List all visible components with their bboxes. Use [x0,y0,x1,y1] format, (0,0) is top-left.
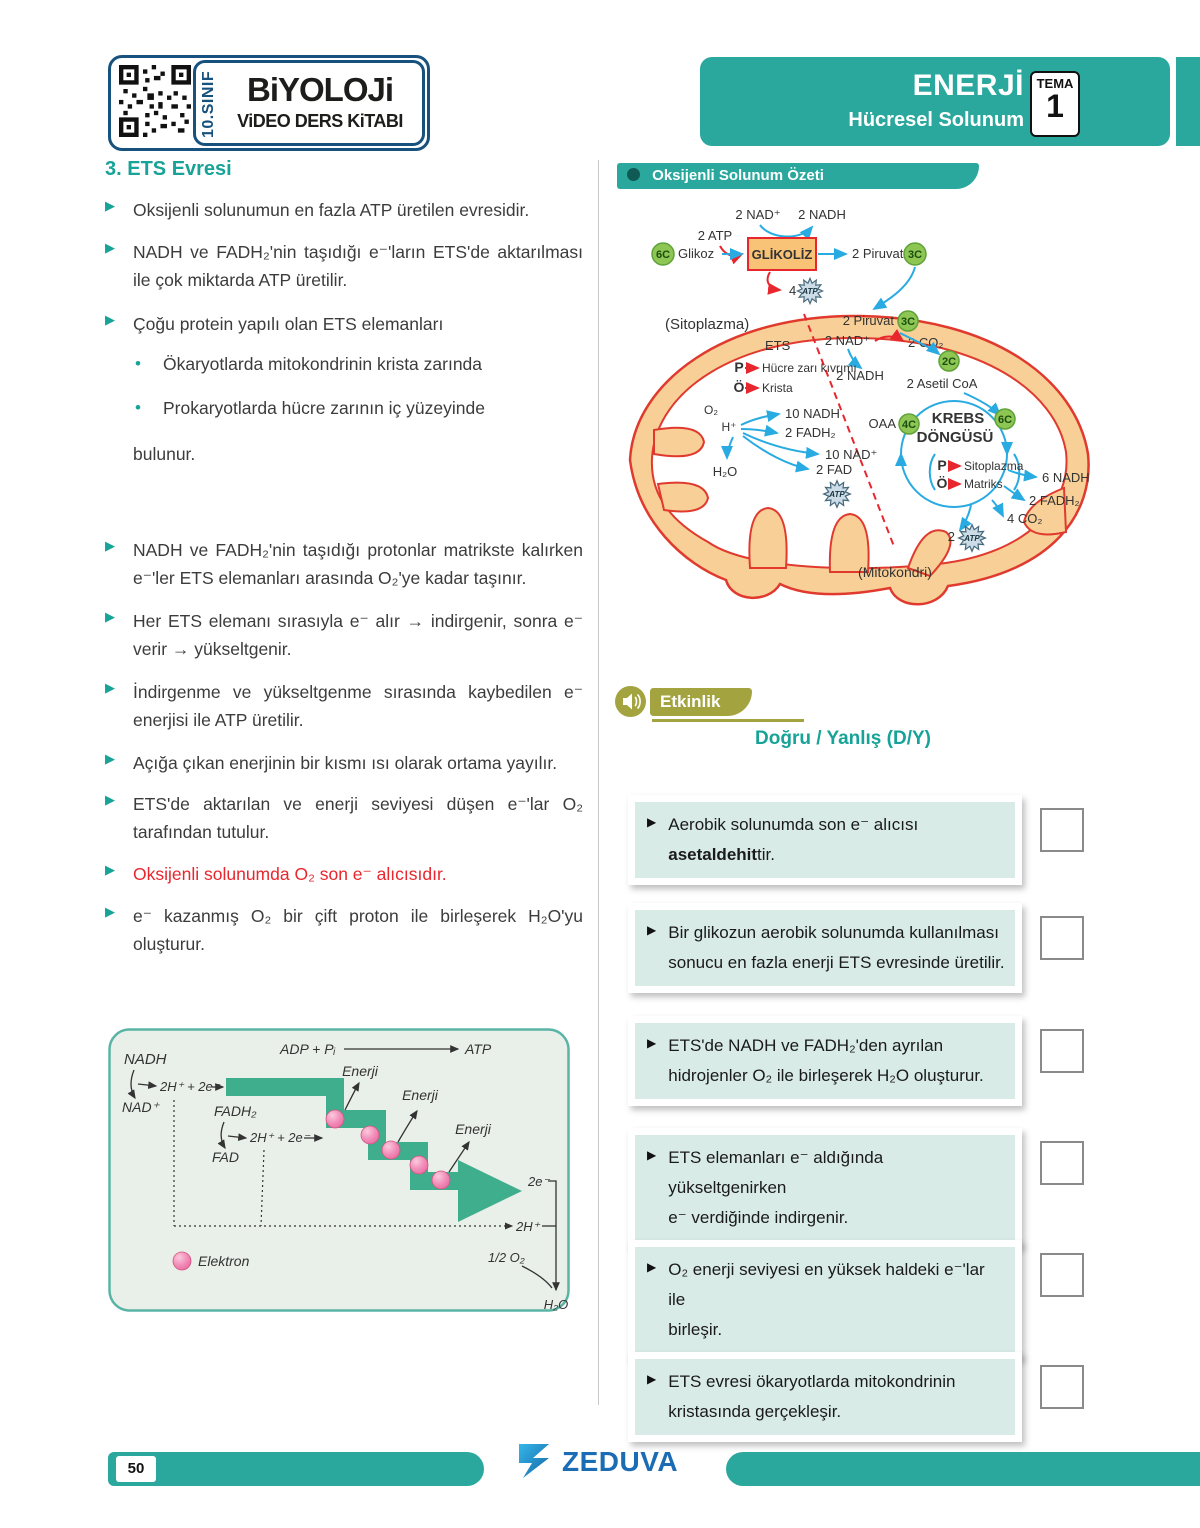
o2-label: O₂ [704,403,718,417]
atp2-count: 2 [947,529,955,544]
co2-2-label: 2 CO₂ [908,335,944,350]
2e-label: 2e⁻ [528,1174,550,1189]
statement-line: ETS elemanları e⁻ aldığında yükseltgenirken [668,1148,884,1197]
audio-activity-circle [615,686,646,717]
h2e-label-1: 2H⁺ + 2e⁻ [160,1079,220,1094]
statement-line: birleşir. [668,1319,723,1339]
bullet-item [105,790,583,847]
activity-tab-title: Etkinlik [660,692,721,711]
statement-text [668,1031,984,1091]
o-key-label: Ö [936,475,948,491]
atp-label: ATP [465,1041,492,1057]
statement-bold: asetaldehit [668,844,758,864]
p-key-label: P [937,457,947,473]
statement-line: ETS evresi ökaryotlarda mitokondrinin [668,1372,956,1391]
bullet-dot-icon: • [135,398,141,417]
statement-arrow-icon: ▶ [647,1372,657,1386]
answer-checkbox[interactable] [1040,1253,1084,1297]
atp-star-text: ATP [829,490,845,499]
activity-tab [650,688,752,716]
statement-box [628,1240,1022,1359]
zeduva-logo-text: ZEDUVA [562,1446,679,1477]
footer-bar-left [108,1452,484,1486]
bullet-text: Çoğu protein yapılı olan ETS elemanları [133,314,444,334]
krebs-title-2: DÖNGÜSÜ [916,429,994,446]
enerji-label-2: Enerji [402,1087,438,1103]
krebs-title-1: KREBS [931,410,985,427]
statement-box [628,795,1022,885]
enerji-label-3: Enerji [455,1121,491,1137]
statement-arrow-icon: ▶ [647,815,657,829]
nad-label: NAD⁺ [122,1099,159,1115]
statement-text [668,810,918,870]
bullet-text: ETS'de aktarılan ve enerji seviyesi düşen e⁻'lar O₂ tarafından tutulur. [133,794,583,843]
bullet-item [105,902,583,959]
sub-bullet-item [135,354,575,375]
answer-checkbox[interactable] [1040,1029,1084,1073]
bullet-triangle-icon: ▶ [105,792,115,807]
bullet-triangle-icon: ▶ [105,904,115,919]
nad10-label: 10 NAD⁺ [825,447,878,462]
section-heading: 3. ETS Evresi [105,158,232,180]
statement-line: e⁻ verdiğinde indirgenir. [668,1207,849,1227]
carbon-badge-text: 3C [900,316,916,328]
true-false-heading: Doğru / Yanlış (D/Y) [755,728,931,749]
unit-banner [700,57,1170,146]
electron-ball [361,1126,379,1144]
tema-number: 1 [1046,88,1064,124]
p-key-label-2: P [734,359,744,375]
answer-checkbox[interactable] [1040,1141,1084,1185]
bullet-triangle-icon: ▶ [105,680,115,695]
page-number: 50 [116,1456,156,1482]
bullet-text: Her ETS elemanı sırasıyla e⁻ alır → indirgenir, sonra e⁻ verir → yükseltgenir. [133,611,583,660]
book-subtitle: ViDEO DERS KiTABI [237,111,403,131]
nadh6-label: 6 NADH [1042,470,1090,485]
bullet-triangle-icon: ▶ [105,240,115,255]
statement-arrow-icon: ▶ [647,1036,657,1050]
answer-checkbox[interactable] [1040,808,1084,852]
aerobic-respiration-summary-diagram [608,192,1174,642]
bullet-item [105,678,583,735]
piruvat2-in-label: 2 Piruvat [842,313,894,328]
glikoz-label: Glikoz [678,246,715,261]
sub-bullet-text: Prokaryotlarda hücre zarının iç yüzeyinde [163,398,485,418]
statement-text [668,1367,955,1427]
sub-bullet-item [135,398,575,419]
publisher-logo-box [108,55,430,151]
ets-label: ETS [765,338,791,353]
bullet-text: e⁻ kazanmış O₂ bir çift proton ile birleşerek H₂O'yu oluşturur. [133,906,583,955]
atp2-label: 2 ATP [697,228,733,243]
electron-ball [432,1171,450,1189]
statement-line: Bir glikozun aerobik solunumda kullanılması [668,923,999,942]
ets-energy-staircase-diagram [108,1028,570,1312]
bullet-triangle-icon: ▶ [105,862,115,877]
statement-line: Aerobik solunumda son e⁻ alıcısı [668,815,919,834]
bullet-triangle-icon: ▶ [105,751,115,766]
bullet-item [105,310,583,338]
fadh2-out-label: 2 FADH₂ [1029,493,1080,508]
statement-line: kristasında gerçekleşir. [668,1401,842,1421]
banner-edge-strip [1176,57,1200,146]
bullet-triangle-icon: ▶ [105,198,115,213]
bullet-text: Oksijenli solunumda O₂ son e⁻ alıcısıdır. [133,864,447,884]
half-o2-label: 1/2 O₂ [488,1250,525,1265]
bullet-text: Oksijenli solunumun en fazla ATP üretilen evresidir. [133,200,530,220]
bullet-item [105,238,583,295]
speaker-icon [615,686,646,717]
statement-arrow-icon: ▶ [647,1148,657,1162]
2h-label: 2H⁺ [516,1219,540,1234]
bullet-triangle-icon: ▶ [105,538,115,553]
statement-box [628,903,1022,993]
answer-checkbox[interactable] [1040,916,1084,960]
carbon-badge-text: 2C [941,356,957,368]
asetil-coa-label: 2 Asetil CoA [906,376,978,391]
nadh10-label: 10 NADH [785,406,840,421]
nadh2-in-label: 2 NADH [836,368,884,383]
book-title-box [193,60,425,146]
electron-ball [410,1156,428,1174]
unit-title: ENERJİ [912,69,1024,102]
atp-star-text: ATP [802,287,818,296]
atp-star-text: ATP [964,534,980,543]
fad-label: FAD [212,1149,239,1165]
piruvat2-label: 2 Piruvat [852,246,904,261]
bullet-triangle-icon: ▶ [105,609,115,624]
o-key-label-2: Ö [733,379,745,395]
statement-box [628,1352,1022,1442]
bullet-text: İndirgenme ve yükseltgenme sırasında kaybedilen e⁻ enerjisi ile ATP üretilir. [133,682,583,731]
carbon-badge-text: 6C [655,249,671,261]
footer-bar-right [726,1452,1200,1486]
hucre-zari-label: Hücre zarı kıvrımı [762,361,857,375]
carbon-badge-text: 4C [901,419,917,431]
hplus-label: H⁺ [721,420,737,434]
book-title: BiYOLOJi [246,71,394,108]
zeduva-logo-icon [516,1442,558,1480]
sitoplazma-label: (Sitoplazma) [665,316,750,333]
statement-text [668,918,1004,978]
summary-tab [617,163,979,189]
statement-line: O₂ enerji seviyesi en yüksek haldeki e⁻'lar ile [668,1260,985,1309]
carbon-badge-text: 3C [907,249,923,261]
grade-label: 10.SINIF [200,70,217,138]
carbon-badge-text: 6C [997,414,1013,426]
statement-box [628,1016,1022,1106]
p-key-value: Sitoplazma [964,459,1024,473]
mitokondri-label: (Mitokondri) [858,564,932,580]
enerji-label-1: Enerji [342,1063,378,1079]
nadh2-label: 2 NADH [798,207,846,222]
statement-line: ETS'de NADH ve FADH₂'den ayrılan [668,1036,944,1055]
electron-legend-label: Elektron [198,1253,250,1269]
tema-label: TEMA [1036,76,1074,91]
statement-box [628,1128,1022,1247]
bullet-dot-icon: • [135,354,141,373]
h2e-label-2: 2H⁺ + 2e⁻ [250,1130,310,1145]
tema-box [1030,71,1080,137]
atp4-count: 4 [789,283,797,298]
nad2-label: 2 NAD⁺ [735,207,781,222]
o-key-value: Matriks [964,477,1003,491]
sub-bullet-text: Ökaryotlarda mitokondrinin krista zarında [163,354,483,374]
summary-tab-title: Oksijenli Solunum Özeti [652,167,824,184]
fad2-label: 2 FAD [816,462,853,477]
bullet-circle-icon [627,168,640,181]
sub-bullet-tail: bulunur. [133,444,196,464]
statement-line: tir. [757,844,775,864]
bullet-item [105,536,583,593]
bullet-item-highlighted [105,860,583,888]
oaa-label: OAA [868,416,896,431]
statement-text [668,1143,1005,1232]
fadh2-label: FADH₂ [214,1103,257,1119]
statement-arrow-icon: ▶ [647,923,657,937]
statement-line: sonucu en fazla enerji ETS evresinde üretilir. [668,952,1005,972]
bullet-text: NADH ve FADH₂'nin taşıdığı protonlar matrikste kalırken e⁻'ler ETS elemanları arasında O₂'ye kadar taşınır. [133,540,583,589]
fadh2-in-label: 2 FADH₂ [785,425,836,440]
bullet-item [105,196,583,224]
bullet-triangle-icon: ▶ [105,312,115,327]
krista-label: Krista [762,381,793,395]
adp-label: ADP + Pᵢ [280,1041,336,1057]
bullet-item [105,749,583,777]
bullet-item [105,607,583,664]
unit-subtitle: Hücresel Solunum [848,109,1024,131]
electron-legend-icon [173,1252,191,1270]
statement-text [668,1255,1005,1344]
nadh-label: NADH [124,1051,167,1068]
bullet-text: NADH ve FADH₂'nin taşıdığı e⁻'ların ETS'de aktarılması ile çok miktarda ATP üretilir. [133,242,583,291]
bullet-text: Açığa çıkan enerjinin bir kısmı ısı olarak ortama yayılır. [133,753,558,773]
statement-arrow-icon: ▶ [647,1260,657,1274]
nad2-in-label: 2 NAD⁺ [824,333,870,348]
activity-tab-underline [652,719,804,722]
column-divider [598,160,599,1405]
electron-ball [326,1110,344,1128]
statement-line: hidrojenler O₂ ile birleşerek H₂O oluşturur. [668,1065,984,1085]
glycolysis-box-label: GLİKOLİZ [751,247,813,262]
answer-checkbox[interactable] [1040,1365,1084,1409]
qr-code [119,65,191,137]
electron-ball [382,1141,400,1159]
h2o-label: H₂O [712,464,738,479]
h2o-label: H₂O [543,1297,569,1312]
co2-4-label: 4 CO₂ [1007,511,1043,526]
